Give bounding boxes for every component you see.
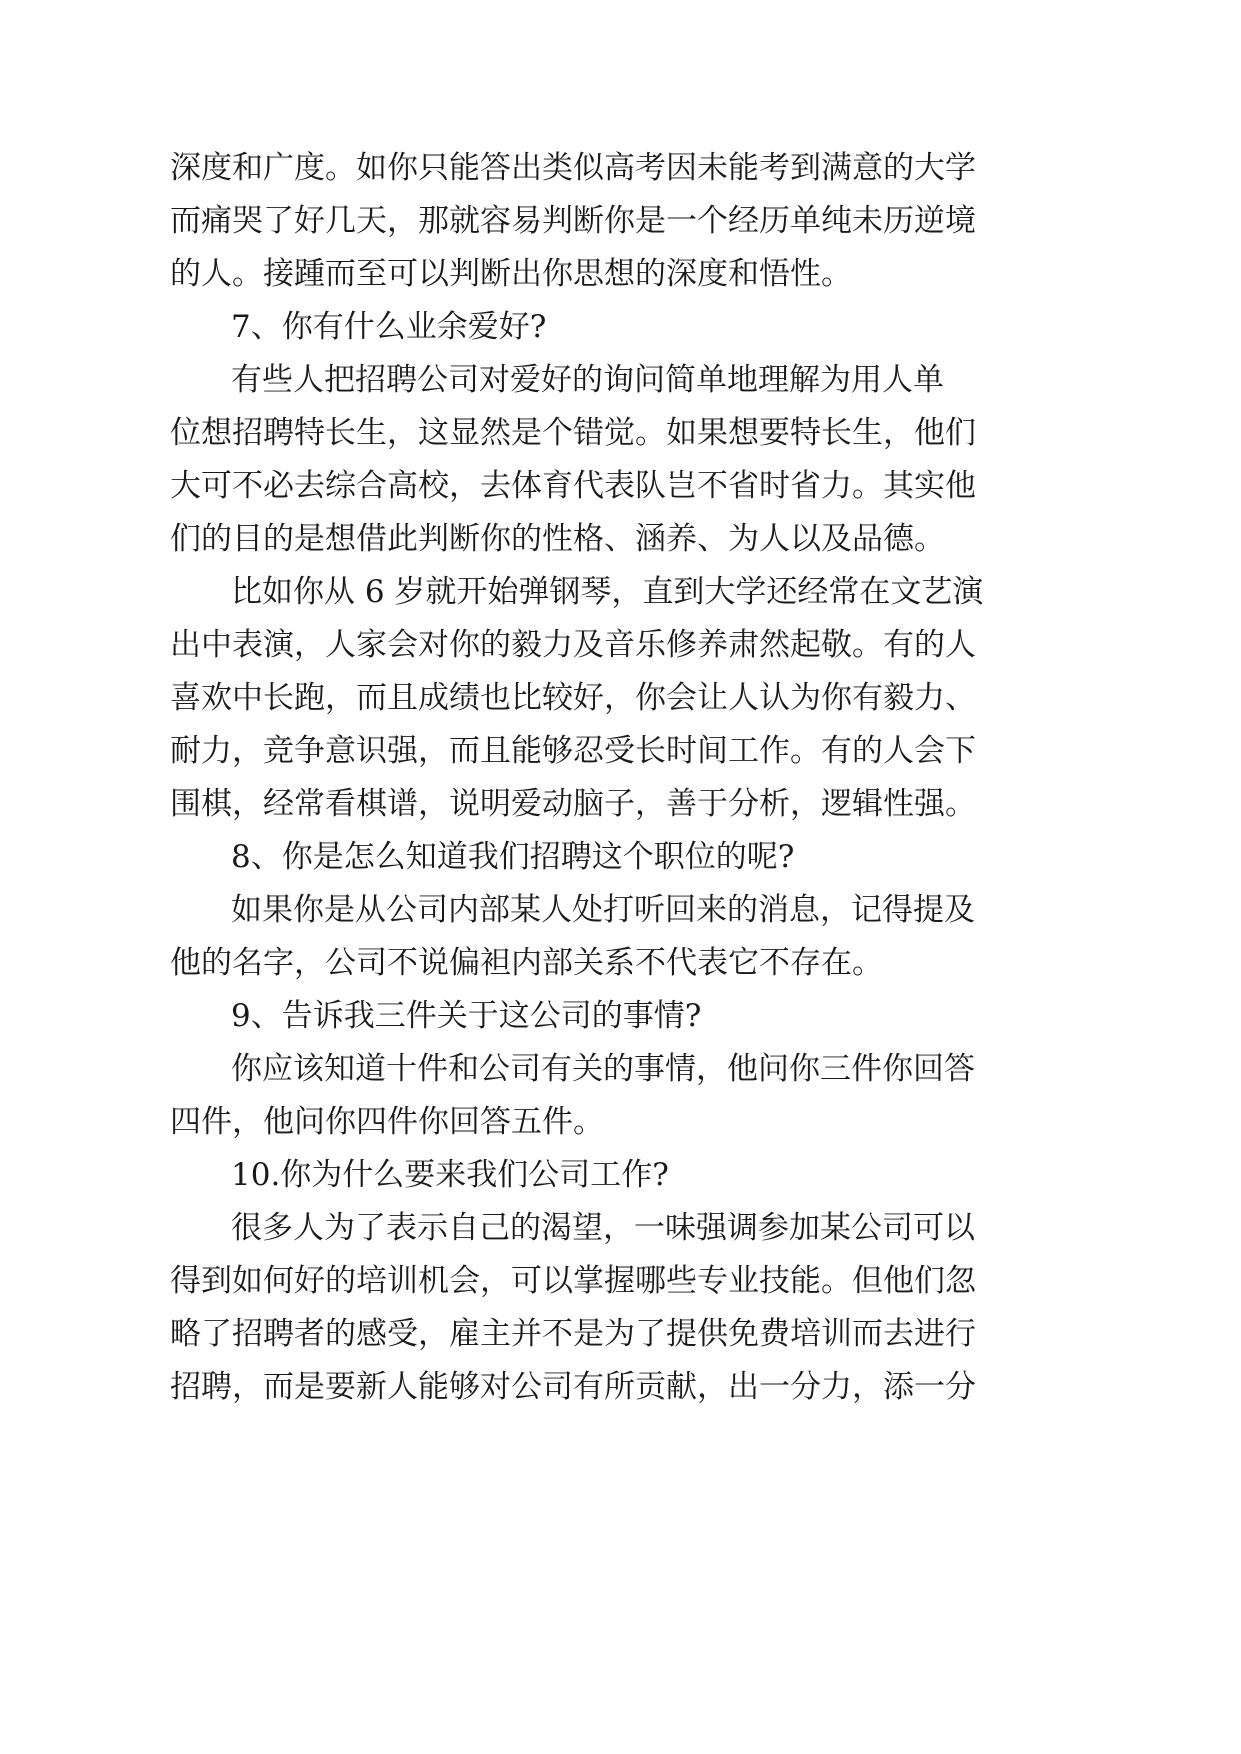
question-heading [0, 1145, 1241, 1205]
text-line [0, 615, 1241, 675]
line-text: 而痛哭了好几天，那就容易判断你是一个经历单纯未历逆境 [170, 203, 976, 239]
text-line [0, 456, 1241, 516]
text-line [0, 933, 1241, 993]
line-text: 比如你从 6 岁就开始弹钢琴，直到大学还经常在文艺演 [231, 574, 984, 610]
question-heading [0, 986, 1241, 1046]
text-line [0, 1357, 1241, 1417]
text-line [0, 350, 1241, 410]
line-text: 耐力，竞争意识强，而且能够忍受长时间工作。有的人会下 [170, 733, 976, 769]
line-text: 招聘，而是要新人能够对公司有所贡献，出一分力，添一分 [170, 1369, 976, 1405]
text-line [0, 403, 1241, 463]
line-text: 8、你是怎么知道我们招聘这个职位的呢? [231, 839, 795, 875]
text-line [0, 138, 1241, 198]
line-text: 很多人为了表示自己的渴望，一味强调参加某公司可以 [231, 1210, 975, 1246]
text-line [0, 721, 1241, 781]
line-text: 得到如何好的培训机会，可以掌握哪些专业技能。但他们忽 [170, 1263, 976, 1299]
line-text: 如果你是从公司内部某人处打听回来的消息，记得提及 [231, 892, 975, 928]
text-line [0, 1304, 1241, 1364]
text-line [0, 509, 1241, 569]
line-text: 围棋，经常看棋谱，说明爱动脑子，善于分析，逻辑性强。 [170, 786, 976, 822]
line-text: 大可不必去综合高校，去体育代表队岂不省时省力。其实他 [170, 468, 976, 504]
text-line [0, 1198, 1241, 1258]
line-text: 9、告诉我三件关于这公司的事情? [231, 998, 702, 1034]
text-line [0, 774, 1241, 834]
line-text: 7、你有什么业余爱好? [231, 309, 547, 345]
line-text: 略了招聘者的感受，雇主并不是为了提供免费培训而去进行 [170, 1316, 976, 1352]
text-line [0, 668, 1241, 728]
text-line [0, 1251, 1241, 1311]
text-line [0, 191, 1241, 251]
question-heading [0, 827, 1241, 887]
question-heading [0, 297, 1241, 357]
text-line [0, 244, 1241, 304]
line-text: 喜欢中长跑，而且成绩也比较好，你会让人认为你有毅力、 [170, 680, 976, 716]
line-text: 10.你为什么要来我们公司工作? [231, 1157, 669, 1193]
text-line [0, 562, 1241, 622]
line-text: 深度和广度。如你只能答出类似高考因未能考到满意的大学 [170, 150, 976, 186]
line-text: 位想招聘特长生，这显然是个错觉。如果想要特长生，他们 [170, 415, 976, 451]
line-text: 有些人把招聘公司对爱好的询问简单地理解为用人单 [231, 362, 944, 398]
line-text: 你应该知道十件和公司有关的事情，他问你三件你回答 [231, 1051, 975, 1087]
line-text: 们的目的是想借此判断你的性格、涵养、为人以及品德。 [170, 521, 945, 557]
line-text: 四件，他问你四件你回答五件。 [170, 1104, 604, 1140]
line-text: 的人。接踵而至可以判断出你思想的深度和悟性。 [170, 256, 852, 292]
text-line [0, 880, 1241, 940]
text-line [0, 1039, 1241, 1099]
line-text: 他的名字，公司不说偏袒内部关系不代表它不存在。 [170, 945, 883, 981]
text-line [0, 1092, 1241, 1152]
line-text: 出中表演，人家会对你的毅力及音乐修养肃然起敬。有的人 [170, 627, 976, 663]
